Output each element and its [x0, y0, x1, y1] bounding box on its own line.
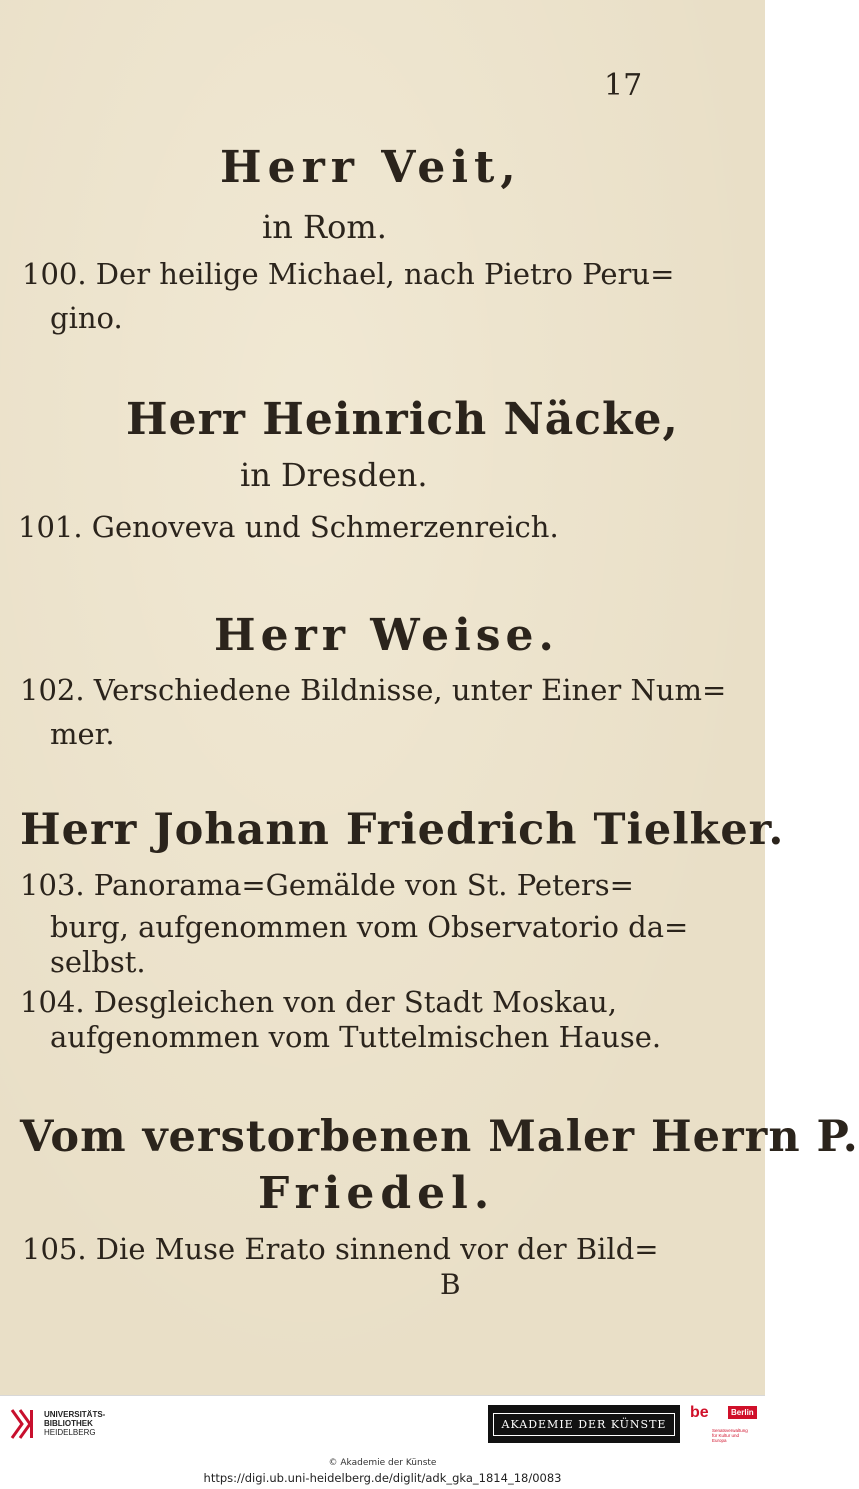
catalogue-entry-continuation: mer. — [50, 717, 115, 751]
catalogue-entry: 101. Genoveva und Schmerzenreich. — [18, 510, 559, 544]
catalogue-entry: 100. Der heilige Michael, nach Pietro Peru= — [22, 257, 675, 291]
ub-heidelberg-label[interactable] — [44, 1410, 105, 1437]
ub-heidelberg-logo-icon[interactable] — [8, 1406, 38, 1442]
berlin-prefix: be — [690, 1404, 709, 1421]
copyright-notice: © Akademie der Künste — [328, 1458, 437, 1468]
section-heading: Herr Johann Friedrich Tielker. — [20, 805, 785, 855]
catalogue-entry-continuation: aufgenommen vom Tuttelmischen Hause. — [50, 1020, 662, 1054]
adk-label: AKADEMIE DER KÜNSTE — [493, 1413, 676, 1436]
section-location: in Dresden. — [240, 456, 428, 494]
berlin-label: Berlin — [728, 1406, 757, 1419]
adk-logo[interactable] — [488, 1405, 680, 1443]
catalogue-entry: 102. Verschiedene Bildnisse, unter Einer Num= — [20, 673, 727, 707]
section-heading: Herr Weise. — [214, 610, 559, 661]
signature-mark: B — [440, 1268, 461, 1301]
section-heading: Herr Veit, — [220, 142, 522, 193]
permalink-url[interactable]: https://digi.ub.uni-heidelberg.de/diglit/adk_gka_1814_18/0083 — [203, 1471, 562, 1485]
catalogue-entry-continuation: burg, aufgenommen vom Observatorio da= — [50, 910, 689, 944]
section-heading-continuation: Friedel. — [258, 1168, 496, 1219]
catalogue-entry: 105. Die Muse Erato sinnend vor der Bild= — [22, 1232, 659, 1266]
section-heading: Herr Heinrich Näcke, — [126, 394, 679, 445]
catalogue-entry-continuation: selbst. — [50, 945, 146, 979]
catalogue-entry: 103. Panorama=Gemälde von St. Peters= — [20, 868, 634, 902]
footer-bar — [0, 1395, 765, 1454]
section-location: in Rom. — [262, 208, 387, 246]
ub-line: UNIVERSITÄTS- — [44, 1410, 106, 1419]
ub-line: HEIDELBERG — [44, 1428, 96, 1437]
ub-line: BIBLIOTHEK — [44, 1419, 93, 1428]
catalogue-entry-continuation: gino. — [50, 301, 123, 335]
catalogue-entry: 104. Desgleichen von der Stadt Moskau, — [20, 985, 617, 1019]
section-heading: Vom verstorbenen Maler Herrn P. — [20, 1112, 859, 1162]
berlin-subtitle: Senatsverwaltung für Kultur und Europa — [712, 1428, 748, 1443]
berlin-logo[interactable] — [690, 1404, 754, 1444]
page-number: 17 — [604, 68, 643, 103]
